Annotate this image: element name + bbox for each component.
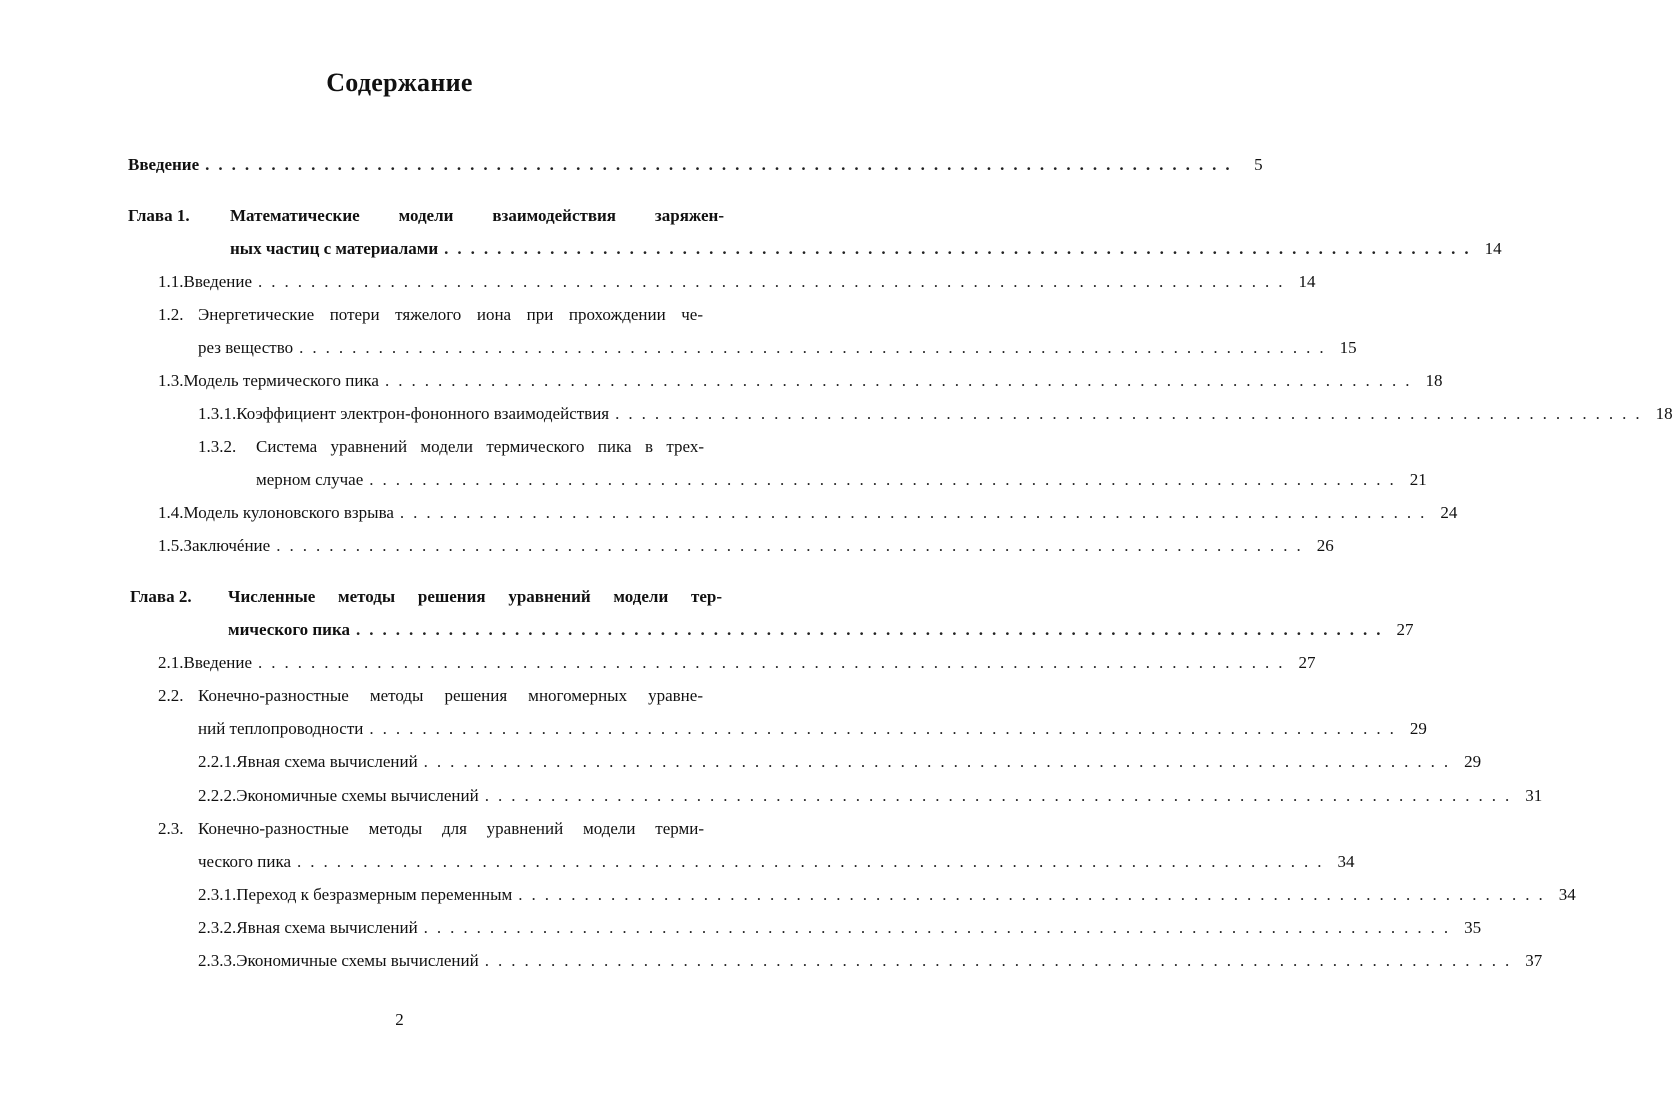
page-number: 2	[395, 1010, 404, 1029]
toc-chapter-1-line2[interactable]	[230, 239, 1502, 259]
toc-chapter-1-line1[interactable]	[128, 206, 724, 226]
toc-label: Заключéние	[183, 536, 271, 555]
toc-section-number: 1.3.2.	[198, 437, 237, 456]
toc-section-number: 1.5.	[158, 536, 184, 555]
toc-leader: ..............................................................................	[356, 620, 1390, 639]
toc-page: 18	[1425, 371, 1443, 390]
toc-label: Введение	[128, 155, 200, 174]
toc-page: 34	[1558, 885, 1576, 904]
toc-label: Модель кулоновского взрыва	[183, 503, 394, 522]
toc-subsection-2-2-1[interactable]	[198, 752, 1482, 772]
toc-section-number: 1.3.1.	[198, 404, 237, 423]
toc-leader: ..............................................................................	[423, 918, 1458, 937]
toc-label: Введение	[183, 653, 253, 672]
toc-leader: ..............................................................................	[369, 470, 1403, 489]
toc-label: Экономичные схемы вычислений	[236, 786, 479, 805]
toc-section-2-1[interactable]	[158, 653, 1316, 673]
toc-page: 31	[1525, 786, 1543, 805]
toc-leader: ..............................................................................	[384, 371, 1419, 390]
toc-leader: ..............................................................................	[423, 752, 1458, 771]
toc-leader: ..............................................................................	[369, 719, 1403, 738]
toc-page: 37	[1525, 951, 1543, 970]
toc-section-2-2-line2[interactable]	[198, 719, 1427, 739]
toc-chapter-title-line1: Численные методы решения уравнений модели тер-	[228, 587, 722, 606]
toc-section-2-3-line1[interactable]	[158, 819, 704, 839]
toc-label-line2: рез вещество	[198, 338, 294, 357]
toc-section-1-2-line1[interactable]	[158, 305, 703, 325]
toc-section-1-3[interactable]	[158, 371, 1443, 391]
toc-label-line2: мерном случае	[256, 470, 364, 489]
toc-leader: ..............................................................................	[297, 852, 1331, 871]
toc-label: Модель термического пика	[183, 371, 379, 390]
toc-chapter-2-line2[interactable]	[228, 620, 1414, 640]
toc-section-number: 2.2.2.	[198, 786, 237, 805]
toc-page: 24	[1440, 503, 1458, 522]
toc-label-line1: Система уравнений модели термического пика в трех-	[256, 437, 704, 456]
toc-section-1-2-line2[interactable]	[198, 338, 1357, 358]
toc-page: 14	[1484, 239, 1502, 258]
toc-subsection-1-3-1[interactable]	[198, 404, 1673, 424]
toc-page: 5	[1254, 155, 1263, 174]
toc-section-number: 2.3.1.	[198, 885, 237, 904]
toc-leader: ..............................................................................	[258, 653, 1292, 672]
toc-page: 29	[1464, 752, 1482, 771]
toc-leader: ..............................................................................	[276, 536, 1310, 555]
toc-section-1-4[interactable]	[158, 503, 1458, 523]
toc-page: 27	[1298, 653, 1316, 672]
toc-section-number: 2.3.2.	[198, 918, 237, 937]
toc-subsection-1-3-2-line2[interactable]	[256, 470, 1427, 490]
toc-leader: ..............................................................................	[258, 272, 1292, 291]
toc-section-number: 1.2.	[158, 305, 184, 324]
toc-entry-introduction[interactable]	[128, 155, 1263, 175]
toc-leader: ..............................................................................	[299, 338, 1333, 357]
toc-section-1-1[interactable]	[158, 272, 1316, 292]
toc-chapter-2-line1[interactable]	[130, 587, 722, 607]
toc-page: 27	[1396, 620, 1414, 639]
toc-label: Явная схема вычислений	[236, 918, 418, 937]
toc-page: 34	[1337, 852, 1355, 871]
toc-label-line2: ний теплопроводности	[198, 719, 364, 738]
toc-subsection-1-3-2-line1[interactable]	[198, 437, 704, 457]
page-title: Содержание	[326, 68, 473, 97]
toc-section-number: 2.3.	[158, 819, 184, 838]
toc-subsection-2-3-3[interactable]	[198, 951, 1543, 971]
toc-section-number: 1.4.	[158, 503, 184, 522]
toc-section-number: 2.2.	[158, 686, 184, 705]
toc-section-number: 1.1.	[158, 272, 184, 291]
toc-leader: ..............................................................................	[399, 503, 1434, 522]
toc-section-2-2-line1[interactable]	[158, 686, 703, 706]
toc-leader: ..............................................................................	[484, 951, 1519, 970]
toc-section-number: 2.2.1.	[198, 752, 237, 771]
toc-chapter-title-line1: Математические модели взаимодействия заряжен-	[230, 206, 724, 225]
toc-label-line1: Конечно-разностные методы решения многомерных уравне-	[198, 686, 703, 705]
toc-chapter-number: Глава 1.	[128, 206, 190, 225]
toc-page: 15	[1339, 338, 1357, 357]
toc-leader: ..............................................................................	[518, 885, 1552, 904]
toc-section-2-3-line2[interactable]	[198, 852, 1355, 872]
toc-section-number: 2.1.	[158, 653, 184, 672]
toc-label: Экономичные схемы вычислений	[236, 951, 479, 970]
toc-label: Введение	[183, 272, 253, 291]
toc-label-line2: ческого пика	[198, 852, 292, 871]
toc-label: Переход к безразмерным переменным	[236, 885, 513, 904]
toc-subsection-2-2-2[interactable]	[198, 786, 1543, 806]
toc-subsection-2-3-2[interactable]	[198, 918, 1482, 938]
toc-leader: ..............................................................................	[444, 239, 1478, 258]
toc-subsection-2-3-1[interactable]	[198, 885, 1576, 905]
toc-page: 18	[1655, 404, 1673, 423]
toc-label-line1: Энергетические потери тяжелого иона при прохождении че-	[198, 305, 703, 324]
toc-chapter-title-line2: мического пика	[228, 620, 351, 639]
toc-section-number: 1.3.	[158, 371, 184, 390]
toc-chapter-title-line2: ных частиц с материалами	[230, 239, 439, 258]
toc-leader: ..............................................................................	[205, 155, 1239, 174]
toc-section-1-5[interactable]	[158, 536, 1334, 556]
toc-page: 21	[1409, 470, 1427, 489]
toc-leader: ..............................................................................	[484, 786, 1519, 805]
toc-section-number: 2.3.3.	[198, 951, 237, 970]
toc-chapter-number: Глава 2.	[130, 587, 192, 606]
toc-page: 35	[1464, 918, 1482, 937]
toc-page: 14	[1298, 272, 1316, 291]
toc-page: 26	[1316, 536, 1334, 555]
toc-label: Явная схема вычислений	[236, 752, 418, 771]
toc-leader: ..............................................................................	[615, 404, 1649, 423]
toc-label-line1: Конечно-разностные методы для уравнений модели терми-	[198, 819, 704, 838]
toc-label: Коэффициент электрон-фононного взаимодействия	[236, 404, 610, 423]
toc-page: 29	[1409, 719, 1427, 738]
